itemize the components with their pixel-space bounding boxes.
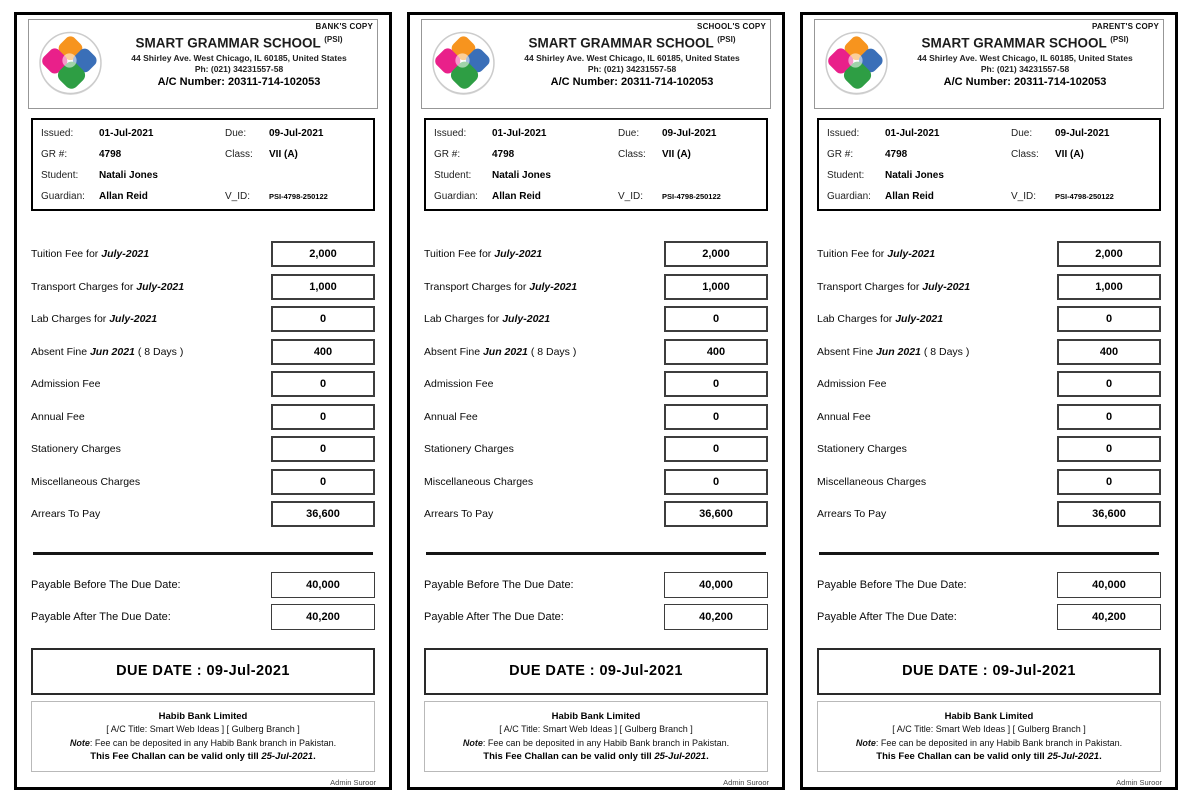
challan-validity: This Fee Challan can be valid only till 25-Jul-2021. [483,751,709,762]
fee-row [424,371,768,397]
fee-challan [800,12,1178,790]
due-date-box [31,648,375,695]
fee-amount-box: 0 [1057,436,1161,462]
issued-value: 01-Jul-2021 [99,128,154,139]
fee-amount-box: 1,000 [1057,274,1161,300]
issued-value: 01-Jul-2021 [885,128,940,139]
account-number: A/C Number: 20311-714-102053 [943,75,1107,88]
fee-amount-box: 0 [1057,404,1161,430]
fee-amount-box: 0 [1057,469,1161,495]
class-label: Class: [618,149,646,160]
payable-amount-box: 40,000 [1057,572,1161,598]
issued-label: Issued: [41,128,74,139]
fee-label: Miscellaneous Charges [31,475,141,488]
bank-title-branch: [ A/C Title: Smart Web Ideas ] [ Gulberg Branch ] [106,724,300,734]
guardian-label: Guardian: [434,191,478,202]
fee-row [31,339,375,365]
bank-info-box [424,701,768,772]
fee-amount-box: 0 [664,436,768,462]
fee-label: Lab Charges for July-2021 [31,313,158,325]
payable-row [817,572,1161,598]
due-date-text: DUE DATE : 09-Jul-2021 [902,663,1076,679]
payable-amount-box: 40,200 [271,604,375,630]
fee-row [31,274,375,300]
issued-label: Issued: [434,128,467,139]
student-value: Natali Jones [99,170,158,181]
fee-amount-box: 400 [1057,339,1161,365]
copy-label: SCHOOL'S COPY [697,22,766,31]
bank-info-box [817,701,1161,772]
copy-label: PARENT'S COPY [1091,22,1159,31]
fee-row [424,469,768,495]
gr-label: GR #: [41,149,68,160]
due-label: Due: [618,128,640,139]
fee-rows [814,241,1164,534]
student-label: Student: [41,170,79,181]
bank-note: Note: Fee can be deposited in any Habib Bank branch in Pakistan. [462,737,730,748]
guardian-value: Allan Reid [492,191,541,202]
fee-label: Transport Charges for July-2021 [817,280,971,293]
gr-label: GR #: [434,149,461,160]
school-address: 44 Shirley Ave. West Chicago, IL 60185, United States [131,52,347,63]
student-info-grid [41,123,365,207]
admin-signature: Admin Suroor [723,777,769,787]
fee-row [424,274,768,300]
fee-label: Admission Fee [31,378,101,390]
fee-label: Stationery Charges [424,443,514,455]
fee-row [31,306,375,332]
school-suffix: (PSI) [717,35,736,44]
fee-label: Tuition Fee for July-2021 [31,248,150,260]
student-label: Student: [827,170,865,181]
challan-validity: This Fee Challan can be valid only till 25-Jul-2021. [876,751,1102,762]
school-phone: Ph: (021) 34231557-58 [980,63,1070,74]
fee-row [817,371,1161,397]
payable-amount-box: 40,000 [664,572,768,598]
fee-amount-box: 1,000 [664,274,768,300]
bank-title-branch: [ A/C Title: Smart Web Ideas ] [ Gulberg Branch ] [499,724,693,734]
fee-amount-box: 36,600 [271,501,375,527]
payable-amount-box: 40,200 [1057,604,1161,630]
bank-name: Habib Bank Limited [944,710,1034,722]
student-info-box [31,118,375,211]
vid-value: PSI-4798-250122 [662,192,721,201]
fee-label: Stationery Charges [31,443,121,455]
school-logo-icon [824,31,889,96]
bank-info-box [31,701,375,772]
fee-amount-box: 36,600 [664,501,768,527]
bank-name: Habib Bank Limited [158,710,248,722]
fee-label: Tuition Fee for July-2021 [817,248,936,260]
total-divider [819,552,1159,555]
due-value: 09-Jul-2021 [662,128,717,139]
gr-label: GR #: [827,149,854,160]
fee-row [31,371,375,397]
fee-amount-box: 0 [271,404,375,430]
account-number: A/C Number: 20311-714-102053 [157,75,321,88]
due-date-text: DUE DATE : 09-Jul-2021 [116,663,290,679]
school-address: 44 Shirley Ave. West Chicago, IL 60185, United States [917,52,1133,63]
vid-value: PSI-4798-250122 [1055,192,1114,201]
payable-row [424,604,768,630]
student-value: Natali Jones [885,170,944,181]
school-phone: Ph: (021) 34231557-58 [194,63,284,74]
due-label: Due: [225,128,247,139]
fee-label: Transport Charges for July-2021 [424,280,578,293]
guardian-label: Guardian: [827,191,871,202]
fee-amount-box: 0 [664,306,768,332]
payable-label: Payable Before The Due Date: [817,578,967,591]
payable-row [817,604,1161,630]
fee-row [817,306,1161,332]
fee-label: Miscellaneous Charges [424,475,534,488]
fee-amount-box: 2,000 [664,241,768,267]
school-logo-icon [431,31,496,96]
fee-amount-box: 0 [664,404,768,430]
fee-label: Lab Charges for July-2021 [817,313,944,325]
class-label: Class: [1011,149,1039,160]
payable-rows [814,572,1164,637]
due-date-text: DUE DATE : 09-Jul-2021 [509,663,683,679]
challan-validity: This Fee Challan can be valid only till 25-Jul-2021. [90,751,316,762]
fee-row [817,436,1161,462]
school-suffix: (PSI) [1110,35,1129,44]
fee-challan [407,12,785,790]
fee-label: Annual Fee [31,410,85,423]
bank-name: Habib Bank Limited [551,710,641,722]
admin-signature: Admin Suroor [330,777,376,787]
fee-amount-box: 0 [271,469,375,495]
fee-amount-box: 0 [271,306,375,332]
fee-label: Absent Fine Jun 2021 ( 8 Days ) [424,345,577,358]
school-name: SMART GRAMMAR SCHOOL $^{(PSI)}$ [528,35,736,51]
admin-signature: Admin Suroor [1116,777,1162,787]
payable-label: Payable After The Due Date: [424,611,564,623]
gr-value: 4798 [492,149,515,160]
payable-amount-box: 40,000 [271,572,375,598]
fee-label: Miscellaneous Charges [817,475,927,488]
school-logo-icon [38,31,103,96]
payable-label: Payable After The Due Date: [817,611,957,623]
school-phone: Ph: (021) 34231557-58 [587,63,677,74]
due-value: 09-Jul-2021 [269,128,324,139]
account-number: A/C Number: 20311-714-102053 [550,75,714,88]
challan-header [28,19,378,109]
payable-rows [28,572,378,637]
fee-row [817,274,1161,300]
vid-value: PSI-4798-250122 [269,192,328,201]
school-name: SMART GRAMMAR SCHOOL $^{(PSI)}$ [921,35,1129,51]
class-label: Class: [225,149,253,160]
fee-row [31,469,375,495]
student-info-box [424,118,768,211]
fee-row [424,436,768,462]
fee-challan [14,12,392,790]
vid-label: V_ID: [1011,191,1037,202]
class-value: VII (A) [662,149,691,160]
total-divider [33,552,373,555]
class-value: VII (A) [269,149,298,160]
guardian-label: Guardian: [41,191,85,202]
payable-amount-box: 40,200 [664,604,768,630]
fee-row [817,404,1161,430]
student-info-grid [827,123,1151,207]
payable-row [31,604,375,630]
fee-amount-box: 400 [664,339,768,365]
fee-label: Arrears To Pay [31,508,101,520]
fee-label: Admission Fee [424,378,494,390]
school-name: SMART GRAMMAR SCHOOL $^{(PSI)}$ [135,35,343,51]
fee-amount-box: 400 [271,339,375,365]
fee-row [817,339,1161,365]
due-value: 09-Jul-2021 [1055,128,1110,139]
fee-amount-box: 0 [271,371,375,397]
fee-row [817,501,1161,527]
student-label: Student: [434,170,472,181]
gr-value: 4798 [885,149,908,160]
gr-value: 4798 [99,149,122,160]
fee-label: Annual Fee [424,410,478,423]
vid-label: V_ID: [618,191,644,202]
fee-amount-box: 0 [664,469,768,495]
fee-row [424,306,768,332]
challan-header [814,19,1164,109]
fee-amount-box: 2,000 [271,241,375,267]
fee-row [31,436,375,462]
total-divider [426,552,766,555]
student-info-box [817,118,1161,211]
payable-row [424,572,768,598]
fee-row [31,241,375,267]
challan-header [421,19,771,109]
bank-note: Note: Fee can be deposited in any Habib Bank branch in Pakistan. [69,737,337,748]
vid-label: V_ID: [225,191,251,202]
school-address: 44 Shirley Ave. West Chicago, IL 60185, United States [524,52,740,63]
fee-row [31,501,375,527]
guardian-value: Allan Reid [99,191,148,202]
fee-row [424,339,768,365]
payable-row [31,572,375,598]
fee-amount-box: 0 [271,436,375,462]
payable-label: Payable After The Due Date: [31,611,171,623]
student-info-grid [434,123,758,207]
payable-rows [421,572,771,637]
fee-row [31,404,375,430]
fee-row [817,469,1161,495]
fee-rows [28,241,378,534]
bank-title-branch: [ A/C Title: Smart Web Ideas ] [ Gulberg Branch ] [892,724,1086,734]
copy-label: BANK'S COPY [315,22,373,31]
fee-label: Absent Fine Jun 2021 ( 8 Days ) [817,345,970,358]
fee-amount-box: 0 [1057,371,1161,397]
fee-label: Admission Fee [817,378,887,390]
issued-label: Issued: [827,128,860,139]
fee-label: Transport Charges for July-2021 [31,280,185,293]
class-value: VII (A) [1055,149,1084,160]
fee-amount-box: 2,000 [1057,241,1161,267]
fee-label: Annual Fee [817,410,871,423]
fee-rows [421,241,771,534]
fee-row [424,241,768,267]
fee-label: Lab Charges for July-2021 [424,313,551,325]
due-label: Due: [1011,128,1033,139]
due-date-box [817,648,1161,695]
due-date-box [424,648,768,695]
school-suffix: (PSI) [324,35,343,44]
fee-amount-box: 0 [1057,306,1161,332]
fee-row [817,241,1161,267]
fee-label: Arrears To Pay [424,508,494,520]
payable-label: Payable Before The Due Date: [424,578,574,591]
fee-amount-box: 0 [664,371,768,397]
fee-label: Stationery Charges [817,443,907,455]
fee-label: Arrears To Pay [817,508,887,520]
fee-label: Absent Fine Jun 2021 ( 8 Days ) [31,345,184,358]
bank-note: Note: Fee can be deposited in any Habib Bank branch in Pakistan. [855,737,1123,748]
guardian-value: Allan Reid [885,191,934,202]
issued-value: 01-Jul-2021 [492,128,547,139]
fee-label: Tuition Fee for July-2021 [424,248,543,260]
student-value: Natali Jones [492,170,551,181]
fee-row [424,501,768,527]
fee-amount-box: 1,000 [271,274,375,300]
fee-amount-box: 36,600 [1057,501,1161,527]
fee-row [424,404,768,430]
payable-label: Payable Before The Due Date: [31,578,181,591]
